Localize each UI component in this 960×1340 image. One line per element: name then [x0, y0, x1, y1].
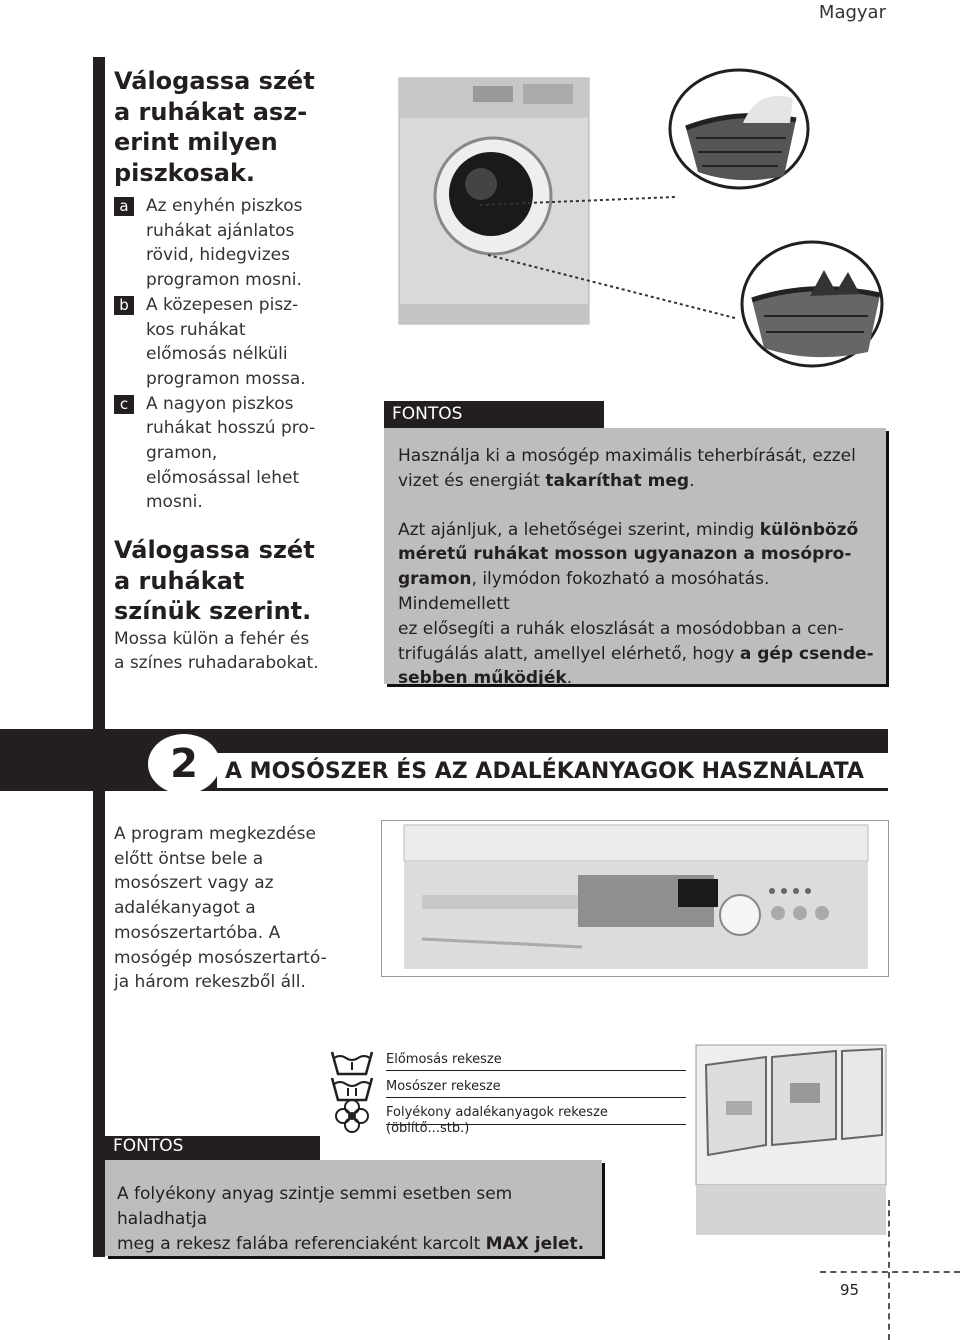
item-letter: a: [114, 197, 134, 216]
legend-wash: Mosószer rekesze: [386, 1079, 501, 1094]
detergent-drawer-photo: [686, 1035, 888, 1240]
sort-by-color-heading: Válogassa szét a ruhákat színük szerint.: [114, 536, 315, 625]
item-letter: c: [114, 395, 134, 414]
crop-mark-horizontal: [820, 1271, 960, 1273]
sort-by-dirt-section: [114, 66, 364, 515]
legend-underline-1: [386, 1070, 686, 1071]
sort-by-dirt-heading: Válogassa szét a ruhákat asz- erint milyen piszkosak.: [114, 67, 315, 187]
list-item-c: c A nagyon piszkos ruhákat hosszú pro- gramon, előmosással lehet mosni.: [114, 392, 364, 516]
crop-mark-vertical: [888, 1200, 890, 1340]
control-panel-photo: [381, 820, 889, 977]
medium-soiled-basket-photo: [740, 240, 885, 368]
legend-softener: Folyékony adalékanyagok rekesze (öblítő...stb.): [386, 1105, 608, 1136]
list-item-b: b A közepesen pisz- kos ruhákat előmosás nélküli programon mossa.: [114, 293, 364, 392]
connector-lines: [480, 195, 750, 370]
fontos-box-1: Használja ki a mosógép maximális teherbírását, ezzel vizet és energiát takaríthat meg. Azt ajánljuk, a lehetőségei szerint, mindig különböző méretű ruhákat mosson ugyanazon a mosópro- gramon, ilymódon fokozható a mosóhatás. Mindemellett ez elősegíti a ruhák eloszlását a mosódobban a cen- trifugálás alatt, amellyel elérhető, hogy a gép csende- sebben működjék.: [384, 428, 886, 684]
detergent-intro-text: A program megkezdése előtt öntse bele a mosószert vagy az adalékanyagot a mosószertartóba. A mosógép mosószertartó- ja három rekeszből áll.: [114, 824, 327, 993]
section-title: A MOSÓSZER ÉS AZ ADALÉKANYAGOK HASZNÁLATA: [225, 759, 864, 784]
sort-by-color-section: Válogassa szét a ruhákat színük szerint. Mossa külön a fehér és a színes ruhadarabokat.: [114, 535, 374, 676]
flower-softener-icon: [334, 1098, 370, 1134]
section-number: 2: [148, 734, 220, 794]
list-item-a: a Az enyhén piszkos ruhákat ajánlatos rövid, hidegvizes programon mosni.: [114, 194, 364, 293]
legend-underline-3: [386, 1124, 686, 1125]
fontos-box-2: A folyékony anyag szintje semmi esetben sem haladhatja meg a rekesz falába referenciaként karcolt MAX jelet.: [105, 1160, 602, 1256]
item-letter: b: [114, 296, 134, 315]
left-vertical-bar: [93, 57, 105, 1257]
fontos-label-1: FONTOS: [384, 401, 604, 428]
page-number: 95: [840, 1281, 860, 1299]
fontos-label-2: FONTOS: [105, 1136, 320, 1160]
language-label: Magyar: [818, 2, 886, 23]
legend-prewash: Előmosás rekesze: [386, 1052, 502, 1067]
legend-underline-2: [386, 1097, 686, 1098]
heavy-soiled-basket-photo: [668, 68, 810, 190]
